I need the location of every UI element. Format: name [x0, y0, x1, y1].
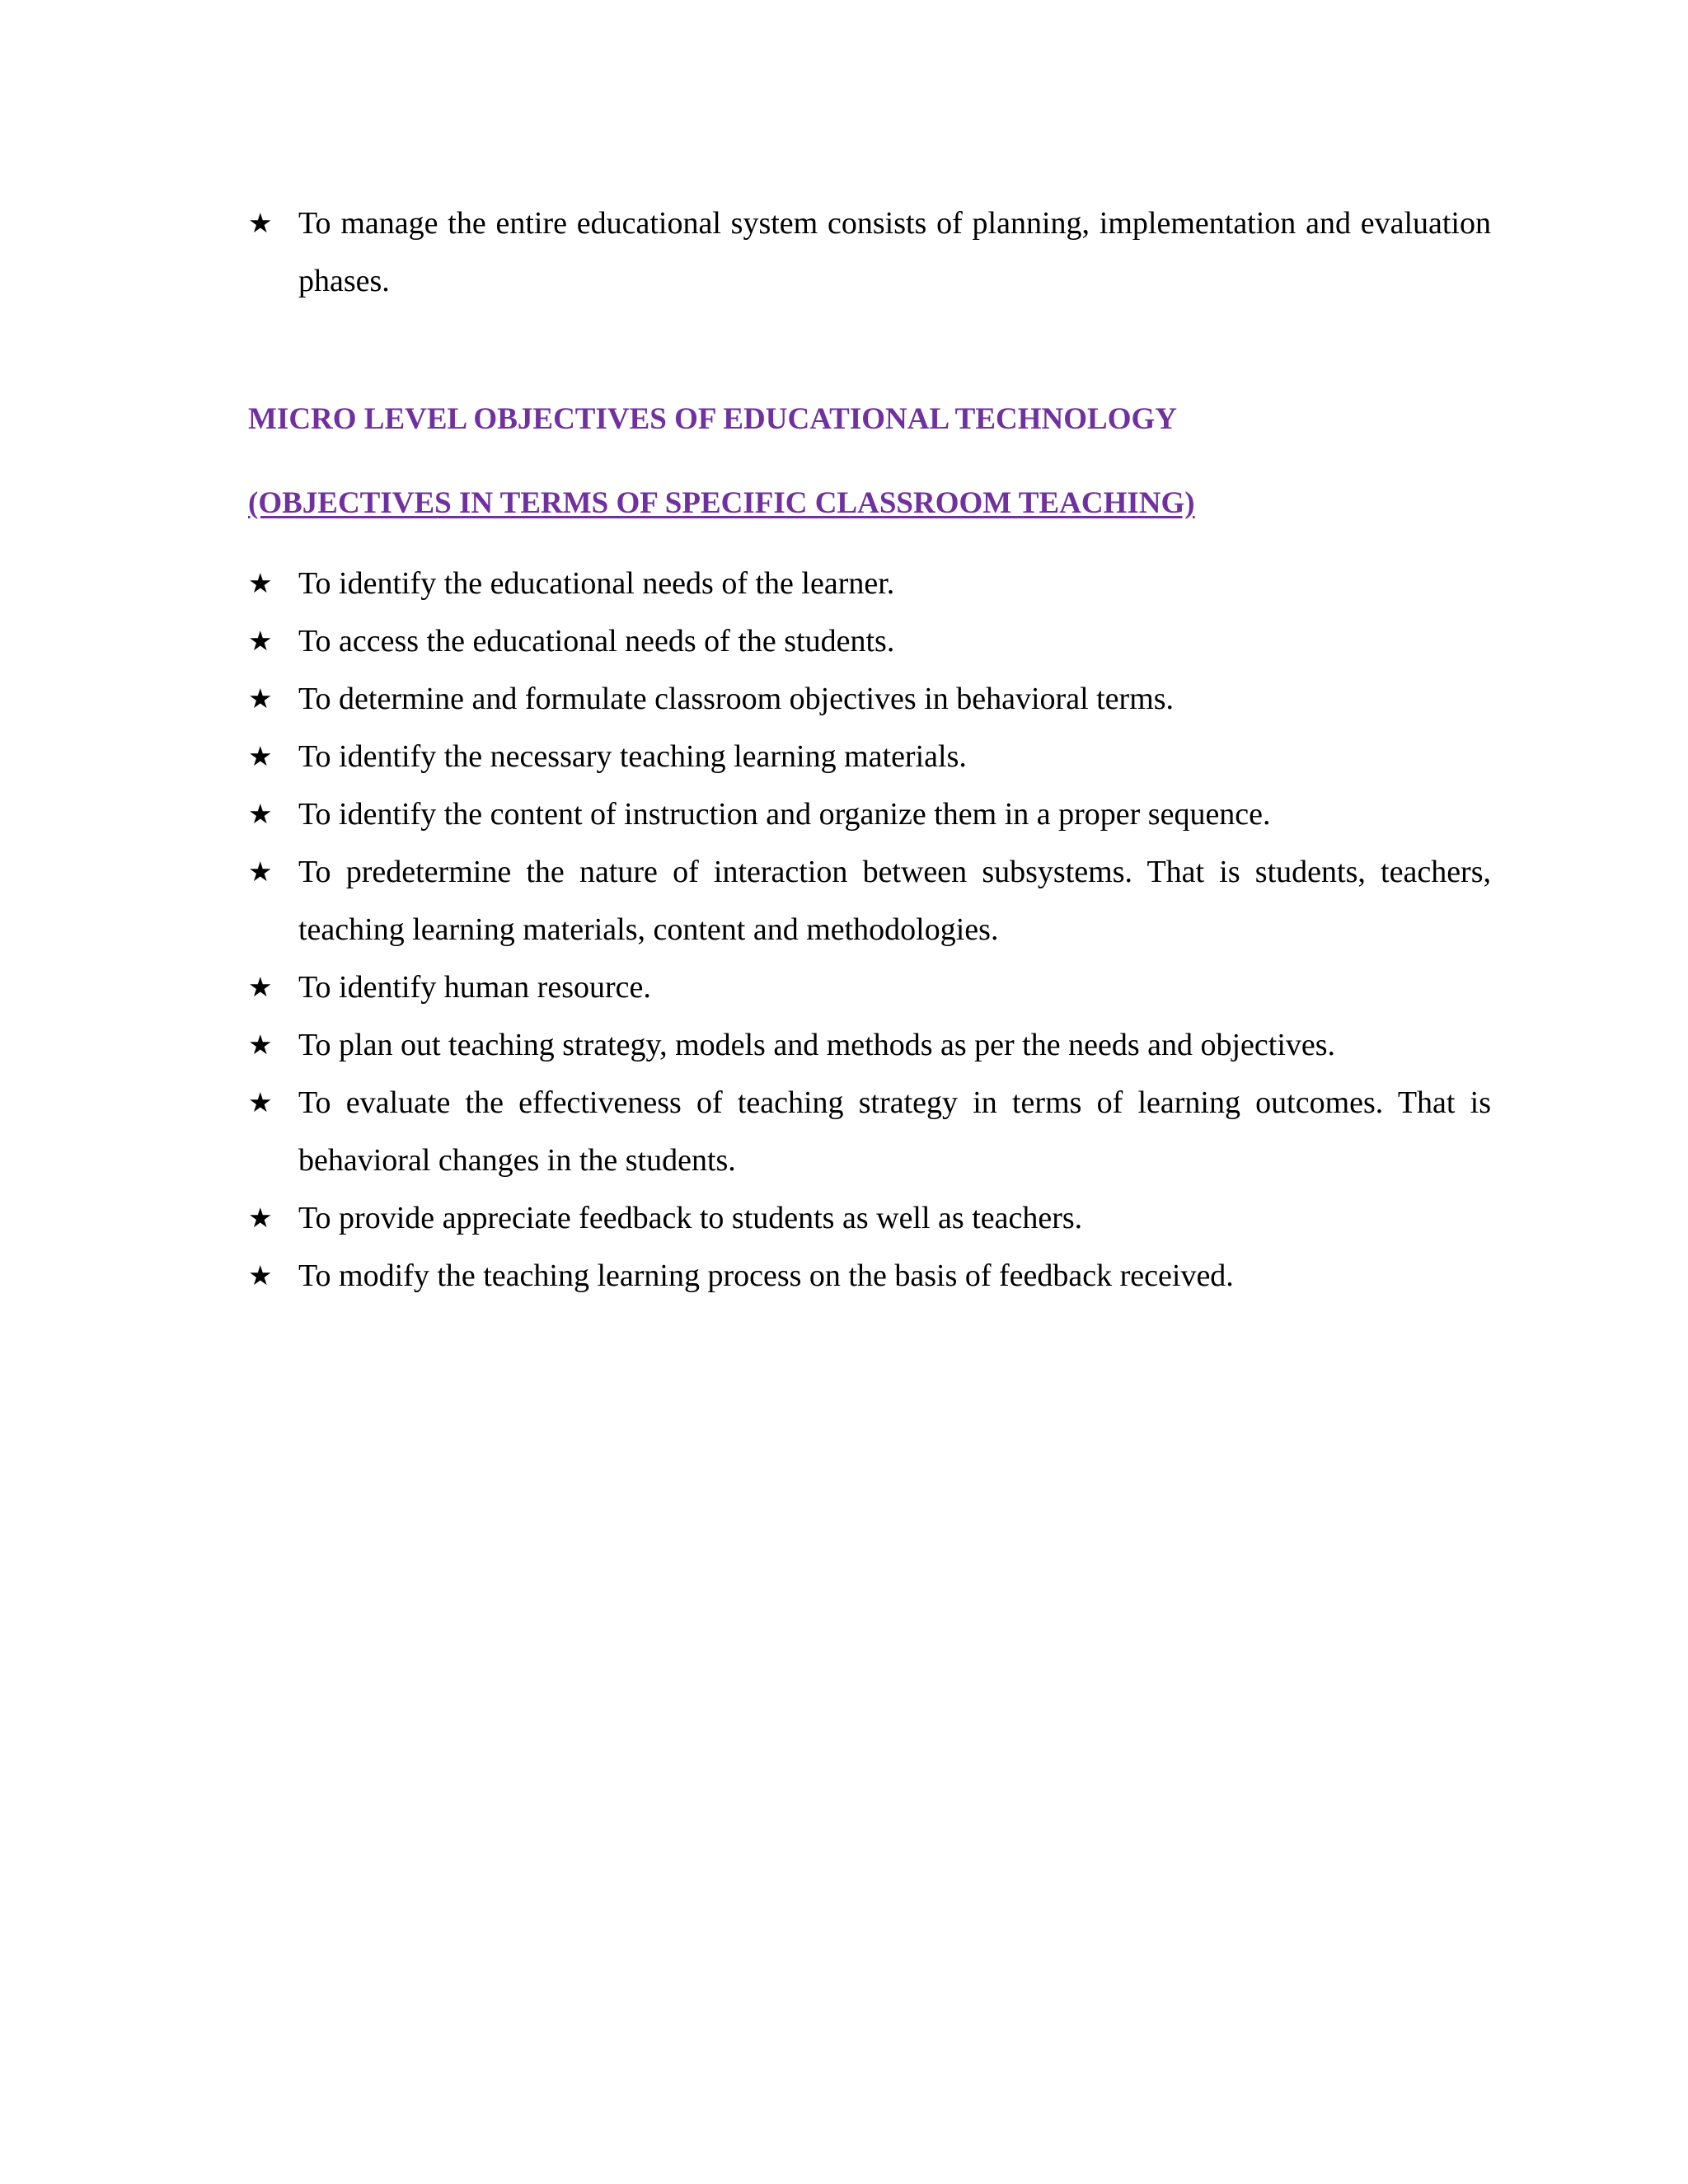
list-item — [248, 612, 1491, 670]
list-item — [248, 1074, 1491, 1189]
list-item — [248, 728, 1491, 785]
list-item — [248, 785, 1491, 843]
list-item-text: To access the educational needs of the students. — [298, 624, 895, 658]
list-item — [248, 958, 1491, 1016]
star-icon: ★ — [248, 682, 273, 715]
list-item — [248, 843, 1491, 958]
star-icon: ★ — [248, 1086, 273, 1118]
list-item-text: To modify the teaching learning process on the basis of feedback received. — [298, 1258, 1234, 1293]
star-icon: ★ — [248, 207, 273, 239]
star-icon: ★ — [248, 1029, 273, 1061]
star-icon: ★ — [248, 625, 273, 657]
list-item-text: To plan out teaching strategy, models and methods as per the needs and objectives. — [298, 1028, 1336, 1062]
list-item-text: To predetermine the nature of interaction between subsystems. That is students, teachers, teaching learning materials, content and methodologies. — [298, 855, 1491, 947]
list-item-text: To manage the entire educational system consists of planning, implementation and evaluation phases. — [298, 206, 1491, 298]
list-item — [248, 670, 1491, 728]
star-icon: ★ — [248, 855, 273, 888]
objectives-list — [248, 555, 1491, 1305]
list-item — [248, 555, 1491, 612]
list-item — [248, 1016, 1491, 1074]
list-item-text: To identify the educational needs of the learner. — [298, 566, 895, 601]
list-item — [248, 1189, 1491, 1247]
list-item — [248, 194, 1491, 310]
list-item — [248, 1247, 1491, 1305]
section-title: MICRO LEVEL OBJECTIVES OF EDUCATIONAL TECHNOLOGY — [248, 402, 1178, 436]
star-icon: ★ — [248, 740, 273, 772]
star-icon: ★ — [248, 971, 273, 1003]
section-subtitle: (OBJECTIVES IN TERMS OF SPECIFIC CLASSROOM TEACHING) — [248, 486, 1195, 520]
star-icon: ★ — [248, 1259, 273, 1291]
intro-list — [248, 194, 1491, 310]
list-item-text: To identify the content of instruction and organize them in a proper sequence. — [298, 797, 1271, 832]
list-item-text: To evaluate the effectiveness of teaching strategy in terms of learning outcomes. That is behavioral changes in the students. — [298, 1085, 1491, 1178]
star-icon: ★ — [248, 798, 273, 830]
star-icon: ★ — [248, 567, 273, 599]
list-item-text: To determine and formulate classroom objectives in behavioral terms. — [298, 682, 1175, 716]
list-item-text: To provide appreciate feedback to students as well as teachers. — [298, 1201, 1083, 1235]
list-item-text: To identify human resource. — [298, 970, 651, 1005]
page-content — [248, 194, 1491, 1305]
list-item-text: To identify the necessary teaching learning materials. — [298, 739, 967, 774]
star-icon: ★ — [248, 1202, 273, 1234]
